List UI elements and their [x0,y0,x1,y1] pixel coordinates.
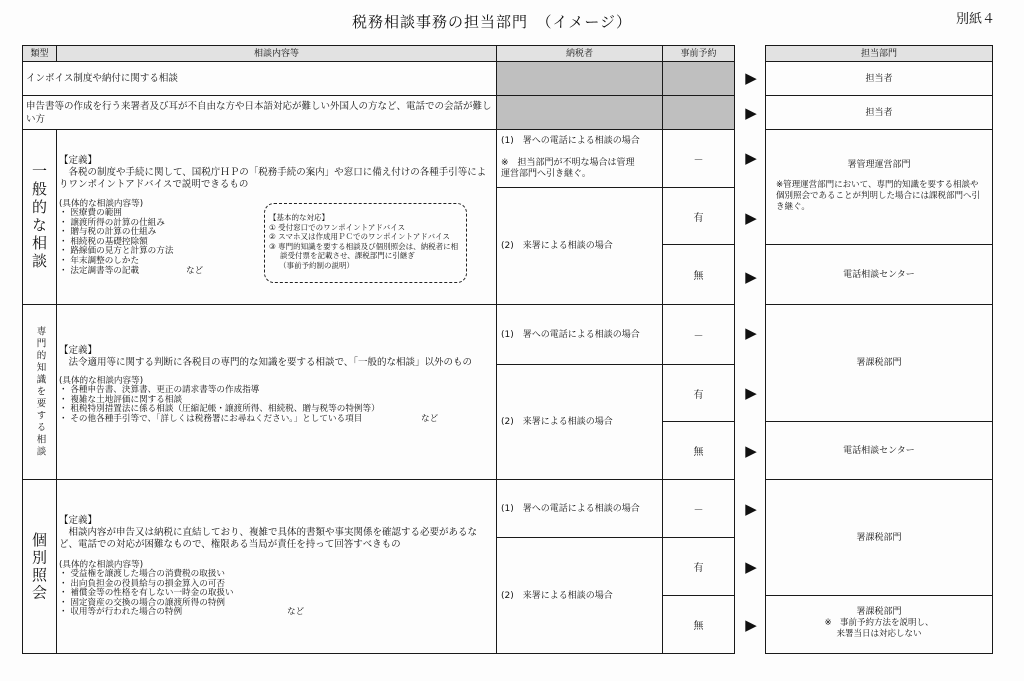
general-department-note: ※管理運営部門において、専門的知識を要する相談や個別照会であることが判明した場合には課税部門へ引き継ぐ。 [776,180,981,212]
examples-suffix: など [186,265,204,276]
specialist-type-label: 専門的知識を要する相談 [34,326,46,458]
specialist-content [57,305,496,424]
example-item-text: ・ その他各種手引等で、「詳しくは税務署にお尋ねください。」としている項目 [59,413,363,424]
phone-consultation-label: (1) 署への電話による相談の場合 [501,136,640,146]
specialist-reservation-no: 無 [663,422,735,480]
individual-department-note-line: 来署当日は対応しない [836,629,922,639]
example-item-last [59,267,259,277]
invoice-row-content [23,62,497,96]
example-item: ・ 贈与税の計算の仕組み [59,227,157,238]
general-department-cell [766,130,993,245]
example-item: ・ 出向負担金の役員給与の損金算入の可否 [59,578,226,589]
individual-content-cell [57,480,497,654]
difficult-phone-row-taxpayer-shaded [497,96,663,130]
specialist-content-cell [57,305,497,480]
invoice-row-reservation-shaded [663,62,735,96]
individual-department-note-line: ※ 事前予約方法を説明し、 [824,618,934,628]
example-item: ・ 医療費の範囲 [59,208,122,218]
example-item: ・ 譲渡所得の計算の仕組み [59,217,165,228]
general-type-label: 一般的な相談 [30,163,48,271]
arrow-right-icon: ▶ [745,209,757,227]
header-taxpayer: 納税者 [497,46,663,62]
general-phone-cell [497,130,663,188]
definition-text: 相談内容が申告又は納税に直結しており、複雑で具体的書類や事実関係を確認する必要があるなど、電話での対応が困難なもので、権限ある当局が責任を持って回答すべきもの [59,527,478,550]
visit-consultation-label: (2) 来署による相談の場合 [501,417,613,427]
specialist-reservation-phone: － [663,305,735,365]
individual-reservation-yes: 有 [663,538,735,596]
examples-list [59,570,488,618]
general-content-cell [57,130,497,305]
arrow-right-icon: ▶ [745,149,757,167]
specialist-reservation-yes: 有 [663,365,735,422]
example-item: ・ 年末調整のしかた [59,255,140,266]
phone-consultation-label: (1) 署への電話による相談の場合 [501,329,640,340]
example-item-last [59,415,488,425]
examples-list [59,209,259,276]
individual-reservation-no: 無 [663,596,735,654]
example-item: ・ 補償金等の性格を有しない一時金の取扱い [59,588,234,599]
invoice-row-text: インボイス制度や納付に関する相談 [26,73,178,84]
examples-suffix: など [421,413,439,424]
individual-department-no-reservation-cell [766,596,993,654]
general-reservation-yes: 有 [663,188,735,245]
individual-reservation-phone: － [663,480,735,538]
phone-consultation-note: ※ 担当部門が不明な場合は管理運営部門へ引き継ぐ。 [501,158,635,179]
phone-consultation-label: (1) 署への電話による相談の場合 [501,503,640,514]
examples-heading: (具体的な相談内容等) [59,199,144,209]
specialist-phone-cell [497,305,663,365]
difficult-phone-row-text: 申告書等の作成を行う来署者及び耳が不自由な方や日本語対応が難しい外国人の方など、電話での会話が難しい方 [26,100,492,125]
general-type-cell [23,130,57,305]
individual-phone-cell [497,480,663,538]
general-department-no-reservation: 電話相談センター [766,245,993,305]
header-department: 担当部門 [766,46,993,62]
example-item: ・ 固定資産の交換の場合の譲渡所得の特例 [59,597,226,608]
specialist-visit-cell [497,365,663,480]
invoice-row-taxpayer-shaded [497,62,663,96]
arrow-right-icon: ▶ [745,104,757,122]
difficult-phone-row-reservation-shaded [663,96,735,130]
definition-heading: 【定義】 [59,515,98,526]
visit-consultation-label: (2) 来署による相談の場合 [501,241,613,251]
visit-consultation-label: (2) 来署による相談の場合 [501,590,613,601]
arrow-right-icon: ▶ [745,268,757,286]
individual-type-label: 個別照会 [30,531,48,602]
arrow-right-icon: ▶ [745,558,757,576]
example-item: ・ 路線価の見方と計算の方法 [59,246,174,257]
general-reservation-no: 無 [663,245,735,305]
arrow-right-icon: ▶ [745,384,757,402]
definition-heading: 【定義】 [59,155,98,166]
arrow-right-icon: ▶ [745,500,757,518]
individual-content [57,480,496,618]
basic-response-note: （事前予約制の説明） [279,260,354,270]
example-item: ・ 受益権を譲渡した場合の消費税の取扱い [59,569,226,579]
individual-visit-cell [497,538,663,654]
basic-response-item: ② スマホ又は作成用ＰＣでのワンポイントアドバイス [269,232,451,242]
example-item-last [59,608,488,618]
definition-text: 法令適用等に関する判断に各税目の専門的な知識を要する相談で、「一般的な相談」以外のもの [68,357,473,368]
basic-response-box [264,203,467,283]
difficult-phone-row-content [23,96,497,130]
difficult-phone-row-department: 担当者 [766,96,993,130]
specialist-type-cell [23,305,57,480]
example-item-text: ・ 法定調書等の記載 [59,265,140,276]
example-item: ・ 相続税の基礎控除額 [59,236,148,247]
document-title: 税務相談事務の担当部門 （イメージ） [351,13,633,31]
basic-response-heading: 【基本的な対応】 [269,213,329,222]
examples-heading: (具体的な相談内容等) [59,376,144,386]
attachment-label: 別紙４ [955,12,995,27]
examples-heading: (具体的な相談内容等) [59,560,144,570]
arrow-right-icon: ▶ [745,324,757,342]
header-reservation: 事前予約 [663,46,735,62]
individual-department-cell: 署課税部門 [766,480,993,596]
general-reservation-phone: － [663,130,735,188]
specialist-department-no-reservation: 電話相談センター [766,422,993,480]
header-content: 相談内容等 [57,46,497,62]
example-item-text: ・ 収用等が行われた場合の特例 [59,607,183,618]
general-department-name: 署管理運営部門 [847,160,911,170]
examples-suffix: など [287,607,305,618]
definition-text: 各税の制度や手続に関して、国税庁ＨＰの「税務手続の案内」や窓口に備え付けの各種手引等によりワンポイントアドバイスで説明できるもの [59,167,487,190]
individual-type-cell [23,480,57,654]
arrow-right-icon: ▶ [745,442,757,460]
example-item: ・ 各種申告書、決算書、更正の請求書等の作成指導 [59,385,260,395]
general-visit-cell [497,188,663,305]
basic-response-item: ① 受付窓口でのワンポイントアドバイス [269,222,406,232]
basic-response-item: ③ 専門的知識を要する相談及び個別照会は、納税者に相談受付票を記載させ、課税部門に引継ぎ [269,241,459,261]
example-item: ・ 複雑な土地評価に関する相談 [59,394,183,405]
arrow-right-icon: ▶ [745,616,757,634]
department-table [765,45,993,654]
specialist-department-cell: 署課税部門 [766,305,993,422]
consultation-table [22,45,735,654]
examples-list [59,386,488,424]
header-type: 類型 [23,46,57,62]
arrow-right-icon: ▶ [745,69,757,87]
example-item: ・ 租税特別措置法に係る相談（圧縮記帳・譲渡所得、相続税、贈与税等の特例等） [59,404,380,415]
individual-department-name: 署課税部門 [856,607,902,617]
definition-heading: 【定義】 [59,345,98,356]
invoice-row-department: 担当者 [766,62,993,96]
